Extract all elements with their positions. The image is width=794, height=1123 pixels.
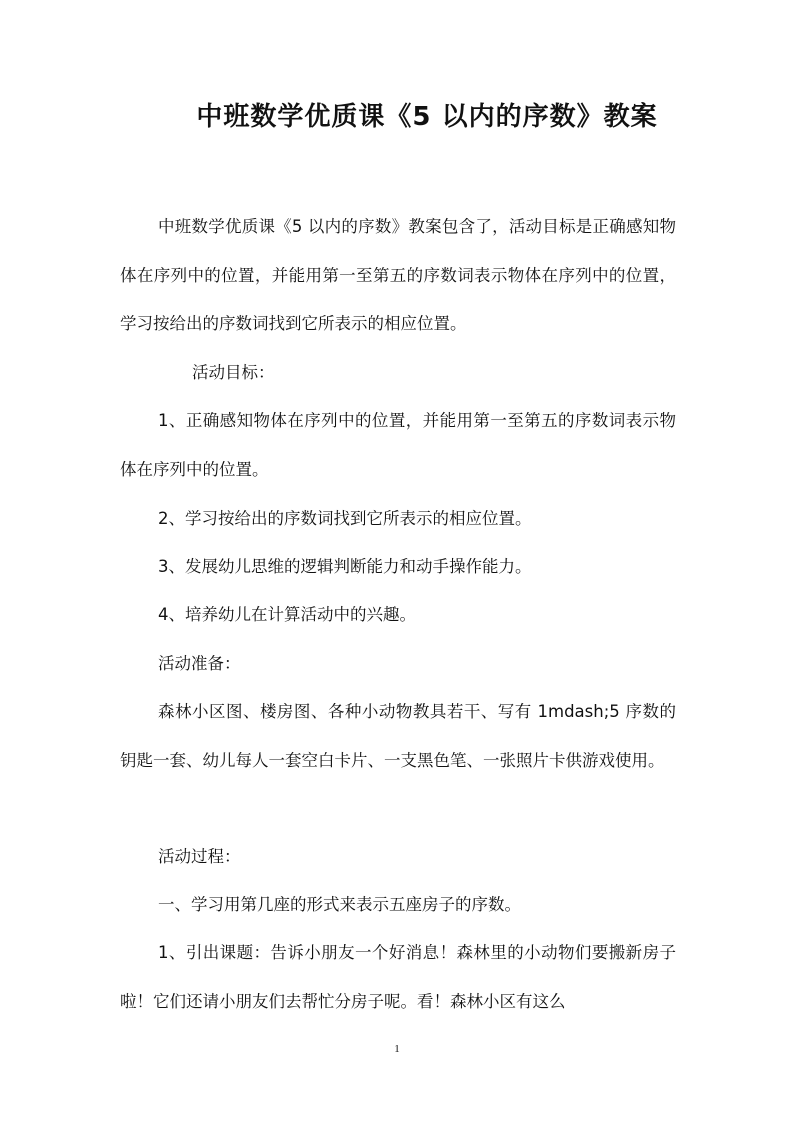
intro-paragraph: 中班数学优质课《5 以内的序数》教案包含了，活动目标是正确感知物体在序列中的位置，并能用第一至第五的序数词表示物体在序列中的位置，学习按给出的序数词找到它所表示的相应位置。 bbox=[120, 217, 676, 333]
goal-item-4: 4、培养幼儿在计算活动中的兴趣。 bbox=[158, 605, 416, 624]
process-step-heading: 一、学习用第几座的形式来表示五座房子的序数。 bbox=[158, 895, 521, 914]
section-heading-preparation: 活动准备： bbox=[158, 654, 241, 673]
section-heading-process: 活动过程： bbox=[158, 847, 241, 866]
document-title: 中班数学优质课《5 以内的序数》教案 bbox=[196, 102, 658, 132]
page-number: 1 bbox=[394, 1043, 400, 1055]
goal-item-2: 2、学习按给出的序数词找到它所表示的相应位置。 bbox=[158, 509, 532, 528]
process-step-1: 1、引出课题：告诉小朋友一个好消息！森林里的小动物们要搬新房子啦！它们还请小朋友们去帮忙分房子呢。看！森林小区有这么 bbox=[120, 943, 676, 1011]
preparation-paragraph: 森林小区图、楼房图、各种小动物教具若干、写有 1mdash;5 序数的钥匙一套、幼儿每人一套空白卡片、一支黑色笔、一张照片卡供游戏使用。 bbox=[120, 702, 676, 770]
goal-item-1: 1、正确感知物体在序列中的位置，并能用第一至第五的序数词表示物体在序列中的位置。 bbox=[120, 411, 676, 479]
goal-item-3: 3、发展幼儿思维的逻辑判断能力和动手操作能力。 bbox=[158, 557, 532, 576]
section-heading-goals: 活动目标： bbox=[192, 363, 275, 382]
